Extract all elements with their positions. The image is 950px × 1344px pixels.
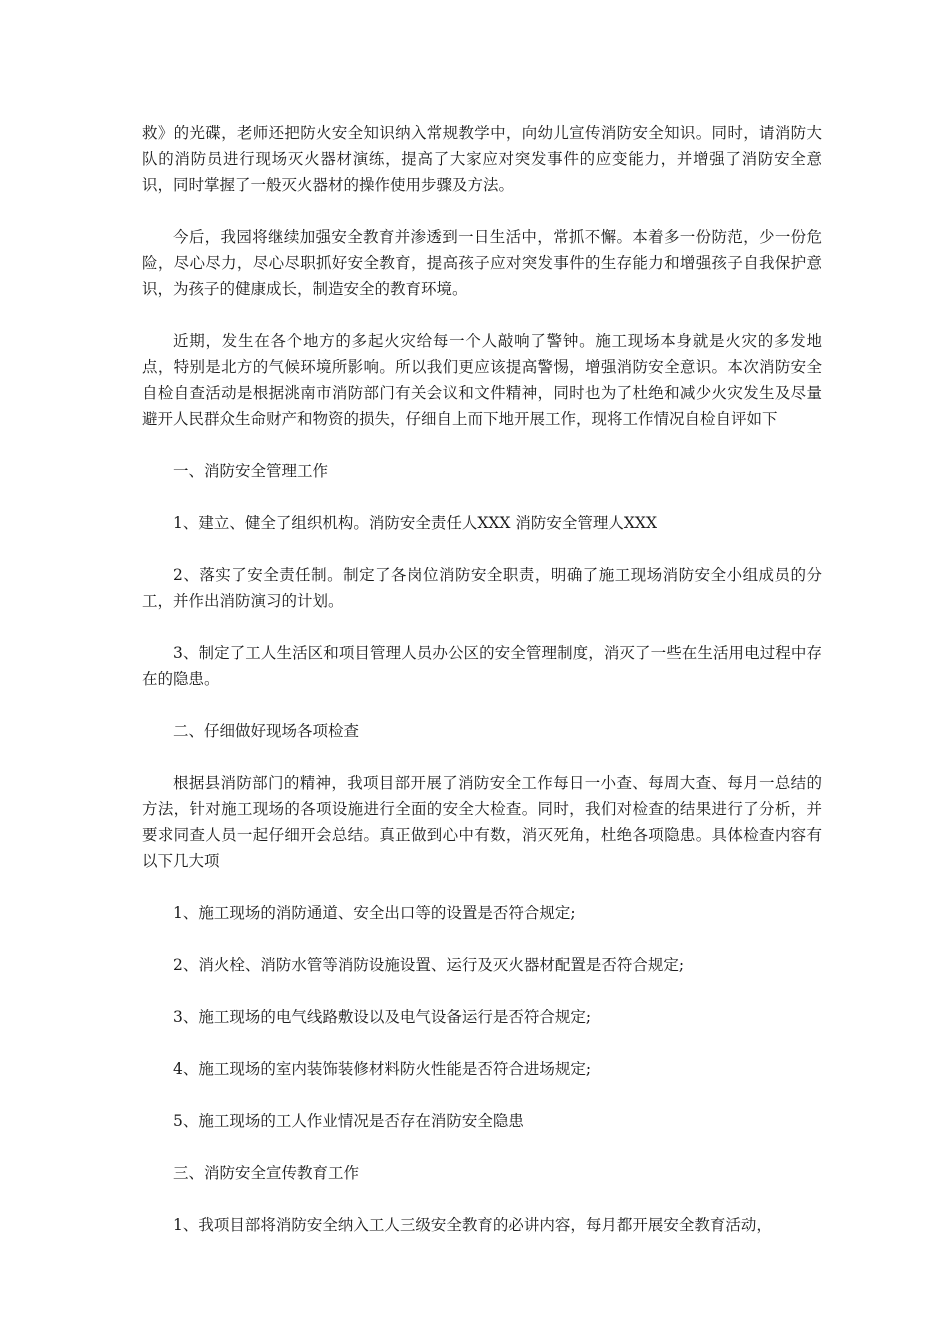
section-heading-1: 一、消防安全管理工作 (173, 462, 329, 480)
paragraph-future-plan: 今后，我园将继续加强安全教育并渗透到一日生活中，常抓不懈。本着多一份防范，少一份危险，尽心尽力，尽心尽职抓好安全教育，提高孩子应对突发事件的生存能力和增强孩子自我保护意识，为孩子的健康成长，制造安全的教育环境。 (142, 228, 822, 298)
section-heading-2: 二、仔细做好现场各项检查 (173, 722, 360, 740)
list-item: 2、落实了安全责任制。制定了各岗位消防安全职责，明确了施工现场消防安全小组成员的分工，并作出消防演习的计划。 (142, 566, 822, 610)
document-body (142, 120, 822, 1264)
paragraph-inspection: 根据县消防部门的精神，我项目部开展了消防安全工作每日一小查、每周大查、每月一总结的方法，针对施工现场的各项设施进行全面的安全大检查。同时，我们对检查的结果进行了分析，并要求同查人员一起仔细开会总结。真正做到心中有数，消灭死角，杜绝各项隐患。具体检查内容有以下几大项 (142, 774, 822, 870)
list-item: 1、施工现场的消防通道、安全出口等的设置是否符合规定; (173, 904, 576, 922)
list-item: 2、消火栓、消防水管等消防设施设置、运行及灭火器材配置是否符合规定; (173, 956, 685, 974)
list-item: 3、施工现场的电气线路敷设以及电气设备运行是否符合规定; (173, 1008, 592, 1026)
list-item: 5、施工现场的工人作业情况是否存在消防安全隐患 (173, 1112, 524, 1130)
list-item: 1、我项目部将消防安全纳入工人三级安全教育的必讲内容，每月都开展安全教育活动， (173, 1216, 772, 1234)
paragraph-continuation: 救》的光碟，老师还把防火安全知识纳入常规教学中，向幼儿宣传消防安全知识。同时，请消防大队的消防员进行现场灭火器材演练，提高了大家应对突发事件的应变能力，并增强了消防安全意识，同时掌握了一般灭火器材的操作使用步骤及方法。 (142, 124, 822, 194)
list-item: 1、建立、健全了组织机构。消防安全责任人XXX 消防安全管理人XXX (173, 514, 657, 532)
section-heading-3: 三、消防安全宣传教育工作 (173, 1164, 360, 1182)
list-item: 4、施工现场的室内装饰装修材料防火性能是否符合进场规定; (173, 1060, 592, 1078)
paragraph-intro: 近期，发生在各个地方的多起火灾给每一个人敲响了警钟。施工现场本身就是火灾的多发地点，特别是北方的气候环境所影响。所以我们更应该提高警惕，增强消防安全意识。本次消防安全自检自查活动是根据洮南市消防部门有关会议和文件精神，同时也为了杜绝和减少火灾发生及尽量避开人民群众生命财产和物资的损失，仔细自上而下地开展工作，现将工作情况自检自评如下 (142, 332, 822, 428)
list-item: 3、制定了工人生活区和项目管理人员办公区的安全管理制度，消灭了一些在生活用电过程中存在的隐患。 (142, 644, 822, 688)
